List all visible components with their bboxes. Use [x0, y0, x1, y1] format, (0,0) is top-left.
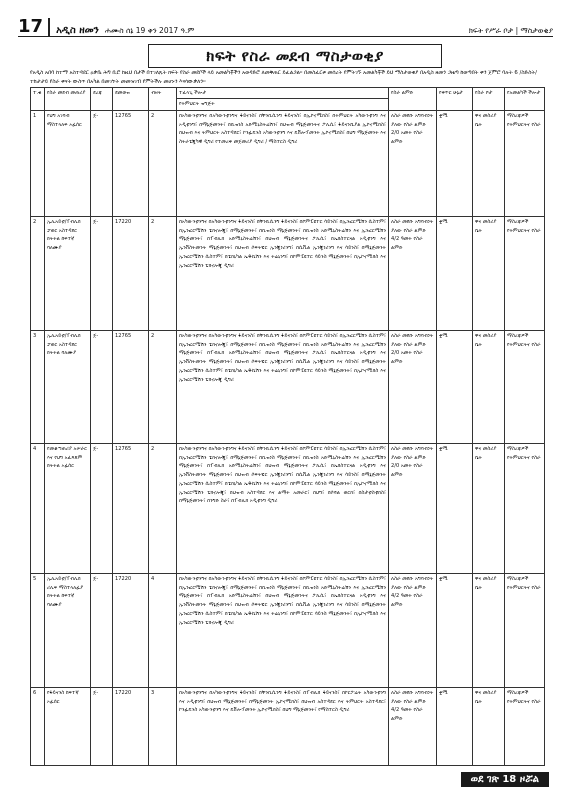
- row-vacancy: 3: [149, 688, 177, 766]
- row-salary: 17220: [113, 688, 149, 766]
- row-requirement: በአካውንቲንግና በአካውንቲንግና ፋይናንስ፣ በቸንቢሲንግ ፋይናንስ፣ በኮምፒዩተር ሳይንስ፣ በኢንፎርሜሽን ሲስተም፣ በኢንፎርሜሽን ቴክኖሎጂ፣ በማኔጅመንት፣ በቢዝነስ ማኔጅመንት፣ በቢዝነስ አድሚኒስትሬሽን እና ኢንፎርሜሽን ማኔጅመንት፣ በፐብሊክ አድሚኒስትሬሽን፣ በህዝብ ማኔጅመንትና ፖሊሲ፣ በኤክስተርናል ኦዲቲንግ እና ኢንቨስትመንት ማኔጅመንት፣ በህዝብ ሶፍትዌር ኢንጂነሪንግ፣ በሲቪል ኢንጂነሪንግ እና ሳይንስ፣ በማኔጅመንት ኢንፎርሜሽን ሲስተም፣ በቴክኒካል ኤዱኬሽን እና ትሬኒንግ፣ በኮምፒዩተር ሳይንስ ማኔጅመንት፣ በኢኮኖሚክስ እና ኢንፎርሜሽን ቴክኖሎጂ ዲግሪ: [177, 574, 389, 688]
- page-header: [18, 14, 553, 37]
- row-location: ዋና መስሪያ ቤት: [473, 688, 505, 766]
- row-experience: ለስራ መደቡ አግባብነት ያለው የስራ ልምድ 2/0 አመት የስራ ልምድ: [389, 111, 437, 217]
- col-number: ተ.ቁ: [31, 88, 45, 111]
- row-employment: ቋሚ: [437, 217, 473, 331]
- row-number: 2: [31, 217, 45, 331]
- row-location: ዋና መስሪያ ቤት: [473, 331, 505, 444]
- row-vacancy: 2: [149, 111, 177, 217]
- intro-paragraph: የአዲስ አበባ ከተማ አስተዳደር ዐቃቤ ሕግ ቢሮ ከዚህ በታች በተገለጹት ክፍት የስራ መደቦች ላይ አመልካቾችን አወዳድሮ ለመቅጠር ይፈልጋል፡፡ በመስፈርቱ መሰረት የምትገኙ አመልካቾች ይህ ማስታወቂያ በአዲስ ዘመን ጋዜጣ ከወጣበት ቀን ጀምሮ ባሉት 6 /ስድስት/ ተከታታይ የስራ ቀናት ውስጥ በአካል በመገኘት መመዝገብ የምትችሉ መሆኑን እናሳውቃለን፡፡: [30, 70, 537, 85]
- table-row: [31, 574, 545, 688]
- row-requirement: በአካውንቲንግና በአካውንቲንግና ፋይናንስ፣ በቸንቢሲንግ ፋይናንስ፣ በኢኮኖሚክስ፣ በትምህርት አካውንቲንግ እና ኦዲቲንግ፣ በማኔጅመንት፣ በቢዝነስ አድሚኒስትሬሽን፣ በህዝብ ማኔጅመንትና ፖሊሲ፣ ፋይናንሺያል ኢኮኖሚክስ፣ በህዝብ እና ትምህርት አስተዳደር፣ ኮንፊዴንስ አካውንቲንግ እና ዴቨሎፕመንት ኢኮኖሚክስ፣ በህግ ማኔጅመንት እና ስትራቴጂካዊ ዲግሪ የተመረቀ መጀመሪያ ዲግሪ / ማስተርስ ዲግሪ: [177, 111, 389, 217]
- col-requirement: ተፈላጊ ችሎታ: [177, 88, 389, 99]
- col-salary: ደመወዝ: [113, 88, 149, 111]
- row-remark: ማስረጃዎች የትምህርትና የስራ: [505, 331, 545, 444]
- row-number: 4: [31, 444, 45, 574]
- issue-date: ሐሙስ ሰኔ 19 ቀን 2017 ዓ.ም: [104, 26, 195, 35]
- row-title: የፋይናንስ ከፍተኛ ኦፊሰር: [45, 688, 91, 766]
- table-header-row: [31, 88, 545, 99]
- row-remark: ማስረጃዎች የትምህርትና የስራ: [505, 444, 545, 574]
- row-employment: ቋሚ: [437, 444, 473, 574]
- row-employment: ቋሚ: [437, 574, 473, 688]
- row-vacancy: 2: [149, 331, 177, 444]
- row-location: ዋና መስሪያ ቤት: [473, 574, 505, 688]
- row-employment: ቋሚ: [437, 331, 473, 444]
- row-title: ኢሊአይቲ/ፐብሊክ ሪሊፍ ማስተላለፊያ ክትትል ከፍተኛ ባለሙያ: [45, 574, 91, 688]
- row-title: ኢሊአይቲ/ፐብሊክ ፓወር አስተዳደር ክትትል ባለሙያ: [45, 331, 91, 444]
- row-number: 1: [31, 111, 45, 217]
- col-requirement-sub: የትምህርት ዝግጅት: [177, 99, 389, 111]
- row-vacancy: 2: [149, 217, 177, 331]
- row-requirement: በአካውንቲንግና በአካውንቲንግና ፋይናንስ፣ በቸንቢሲንግ ፋይናንስ፣ በኮምፒዩተር ሳይንስ፣ በኢንፎርሜሽን ሲስተም፣ በኢንፎርሜሽን ቴክኖሎጂ፣ በማኔጅመንት፣ በቢዝነስ ማኔጅመንት፣ በቢዝነስ አድሚኒስትሬሽን እና ኢንፎርሜሽን ማኔጅመንት፣ በፐብሊክ አድሚኒስትሬሽን፣ በህዝብ ማኔጅመንትና ፖሊሲ፣ በኤክስተርናል ኦዲቲንግ እና ኢንቨስትመንት ማኔጅመንት፣ በህዝብ ሶፍትዌር ኢንጂነሪንግ፣ በሲቪል ኢንጂነሪንግ እና ሳይንስ፣ በማኔጅመንት ኢንፎርሜሽን ሲስተም፣ በቴክኒካል ኤዱኬሽን እና ትሬኒንግ፣ በኮምፒዩተር ሳይንስ ማኔጅመንት፣ በኢኮኖሚክስ እና ኢንፎርሜሽን ቴክኖሎጂ ዲግሪ: [177, 331, 389, 444]
- table-row: [31, 444, 545, 574]
- table-row: [31, 331, 545, 444]
- row-experience: ለስራ መደቡ አግባብነት ያለው የስራ ልምድ 4/2 ዓመት የስራ ልምድ: [389, 217, 437, 331]
- row-remark: ማስረጃዎች የትምህርትና የስራ: [505, 574, 545, 688]
- row-number: 6: [31, 688, 45, 766]
- row-experience: ለስራ መደቡ አግባብነት ያለው የስራ ልምድ 4/2 ዓመት የስራ ልምድ: [389, 574, 437, 688]
- row-location: ዋና መስሪያ ቤት: [473, 444, 505, 574]
- col-location: የስራ ቦታ: [473, 88, 505, 111]
- row-title: ኢሊአይቲ/ፐብሊክ ፓወር አስተዳደር ክትትል ከፍተኛ ባለሙያ: [45, 217, 91, 331]
- table-row: [31, 111, 545, 217]
- row-remark: ማስረጃዎች የትምህርትና የስራ: [505, 111, 545, 217]
- paper-name: አዲስ ዘመን: [56, 25, 99, 36]
- section-label: ክፍት የሥራ ቦታ | ማስታወቂያ: [468, 26, 553, 35]
- row-salary: 17220: [113, 574, 149, 688]
- row-employment: ቋሚ: [437, 688, 473, 766]
- row-grade: ጀ-: [91, 217, 113, 331]
- continued-on-page-label: ወደ ገጽ 18 ዞሯል: [461, 772, 549, 787]
- row-grade: ጀ-: [91, 444, 113, 574]
- row-requirement: በአካውንቲንግና በአካውንቲንግና ፋይናንስ፣ በቸንቢሲንግ ፋይናንስ፣ በፐብሊክ ፋይናንስ፣ በኮርፖሬት አካውንቲንግ እና ኦዲቲንግ፣ በህዝብ ማኔጅመንት፣ በማኔጅመንት ኢኮኖሚክስ፣ በህዝብ አስተዳደር እና ትምህርት አስተዳደር፣ ኮንፊዴንስ አካውንቲንግ እና ዴቨሎፕመንት ኢኮኖሚክስ፣ በህግ ማኔጅመንት፣ የማስተርስ ዲግሪ: [177, 688, 389, 766]
- row-grade: ጀ-: [91, 688, 113, 766]
- row-grade: ጀ-: [91, 574, 113, 688]
- row-salary: 12765: [113, 444, 149, 574]
- row-vacancy: 4: [149, 574, 177, 688]
- col-remark: የአመልካች ችሎታ: [505, 88, 545, 111]
- col-grade: ደረጃ: [91, 88, 113, 111]
- announcement-title: ክፍት የስራ መደብ ማስታወቂያ: [148, 44, 442, 68]
- row-number: 3: [31, 331, 45, 444]
- row-remark: ማስረጃዎች የትምህርትና የስራ: [505, 217, 545, 331]
- row-requirement: በአካውንቲንግና በአካውንቲንግና ፋይናንስ፣ በቸንቢሲንግ ፋይናንስ፣ በኮምፒዩተር ሳይንስ፣ በኢንፎርሜሽን ሲስተም፣ በኢንፎርሜሽን ቴክኖሎጂ፣ በማኔጅመንት፣ በቢዝነስ ማኔጅመንት፣ በቢዝነስ አድሚኒስትሬሽን እና ኢንፎርሜሽን ማኔጅመንት፣ በፐብሊክ አድሚኒስትሬሽን፣ በህዝብ ማኔጅመንትና ፖሊሲ፣ በኤክስተርናል ኦዲቲንግ እና ኢንቨስትመንት ማኔጅመንት፣ በህዝብ ሶፍትዌር ኢንጂነሪንግ፣ በሲቪል ኢንጂነሪንግ እና ሳይንስ፣ በማኔጅመንት ኢንፎርሜሽን ሲስተም፣ በቴክኒካል ኤዱኬሽን እና ትሬኒንግ፣ በኮምፒዩተር ሳይንስ ማኔጅመንት፣ በኢኮኖሚክስ እና ኢንፎርሜሽን ቴክኖሎጂ፣ በህዝብ አስተዳደር እና ልማት አመራር፣ በህግ፣ በሶሻል ወርክ፣ በስታቲስቲክስ፣ በማኔጅመንት፣ በንግድ ስራ፣ በፐብሊክ ኦዲቲንግ ዲግሪ: [177, 444, 389, 574]
- row-salary: 12765: [113, 111, 149, 217]
- page-number: 17: [18, 16, 44, 37]
- table-row: [31, 217, 545, 331]
- row-vacancy: 2: [149, 444, 177, 574]
- col-experience: የስራ ልምድ: [389, 88, 437, 111]
- row-salary: 17220: [113, 217, 149, 331]
- row-title: የመቆጣጠሪያ አሠራር እና የህግ አፈጻጸም ክትትል ኦፊሰር: [45, 444, 91, 574]
- row-employment: ቋሚ: [437, 111, 473, 217]
- row-experience: ለስራ መደቡ አግባብነት ያለው የስራ ልምድ 4/2 ዓመት የስራ ልምድ: [389, 688, 437, 766]
- row-title: የህግ አገባብ ማስተላለፍ ኦፊሰር: [45, 111, 91, 217]
- row-salary: 12765: [113, 331, 149, 444]
- col-title: የስራ መደብ መጠሪያ: [45, 88, 91, 111]
- row-location: ዋና መስሪያ ቤት: [473, 111, 505, 217]
- row-experience: ለስራ መደቡ አግባብነት ያለው የስራ ልምድ 2/0 አመት የስራ ልምድ: [389, 331, 437, 444]
- row-number: 5: [31, 574, 45, 688]
- table-row: [31, 688, 545, 766]
- col-employment: የቅጥር ሁኔታ: [437, 88, 473, 111]
- col-vacancy: ብዛት: [149, 88, 177, 111]
- header-divider: [48, 18, 50, 36]
- row-remark: ማስረጃዎች የትምህርትና የስራ: [505, 688, 545, 766]
- vacancy-table: [30, 87, 545, 766]
- row-grade: ጀ-: [91, 331, 113, 444]
- row-experience: ለስራ መደቡ አግባብነት ያለው የስራ ልምድ 2/0 አመት የስራ ልምድ: [389, 444, 437, 574]
- row-location: ዋና መስሪያ ቤት: [473, 217, 505, 331]
- row-requirement: በአካውንቲንግና በአካውንቲንግና ፋይናንስ፣ በቸንቢሲንግ ፋይናንስ፣ በኮምፒዩተር ሳይንስ፣ በኢንፎርሜሽን ሲስተም፣ በኢንፎርሜሽን ቴክኖሎጂ፣ በማኔጅመንት፣ በቢዝነስ ማኔጅመንት፣ በቢዝነስ አድሚኒስትሬሽን እና ኢንፎርሜሽን ማኔጅመንት፣ በፐብሊክ አድሚኒስትሬሽን፣ በህዝብ ማኔጅመንትና ፖሊሲ፣ በኤክስተርናል ኦዲቲንግ እና ኢንቨስትመንት ማኔጅመንት፣ በህዝብ ሶፍትዌር ኢንጂነሪንግ፣ በሲቪል ኢንጂነሪንግ እና ሳይንስ፣ በማኔጅመንት ኢንፎርሜሽን ሲስተም፣ በቴክኒካል ኤዱኬሽን እና ትሬኒንግ፣ በኮምፒዩተር ሳይንስ ማኔጅመንት፣ በኢኮኖሚክስ እና ኢንፎርሜሽን ቴክኖሎጂ ዲግሪ: [177, 217, 389, 331]
- row-grade: ጀ-: [91, 111, 113, 217]
